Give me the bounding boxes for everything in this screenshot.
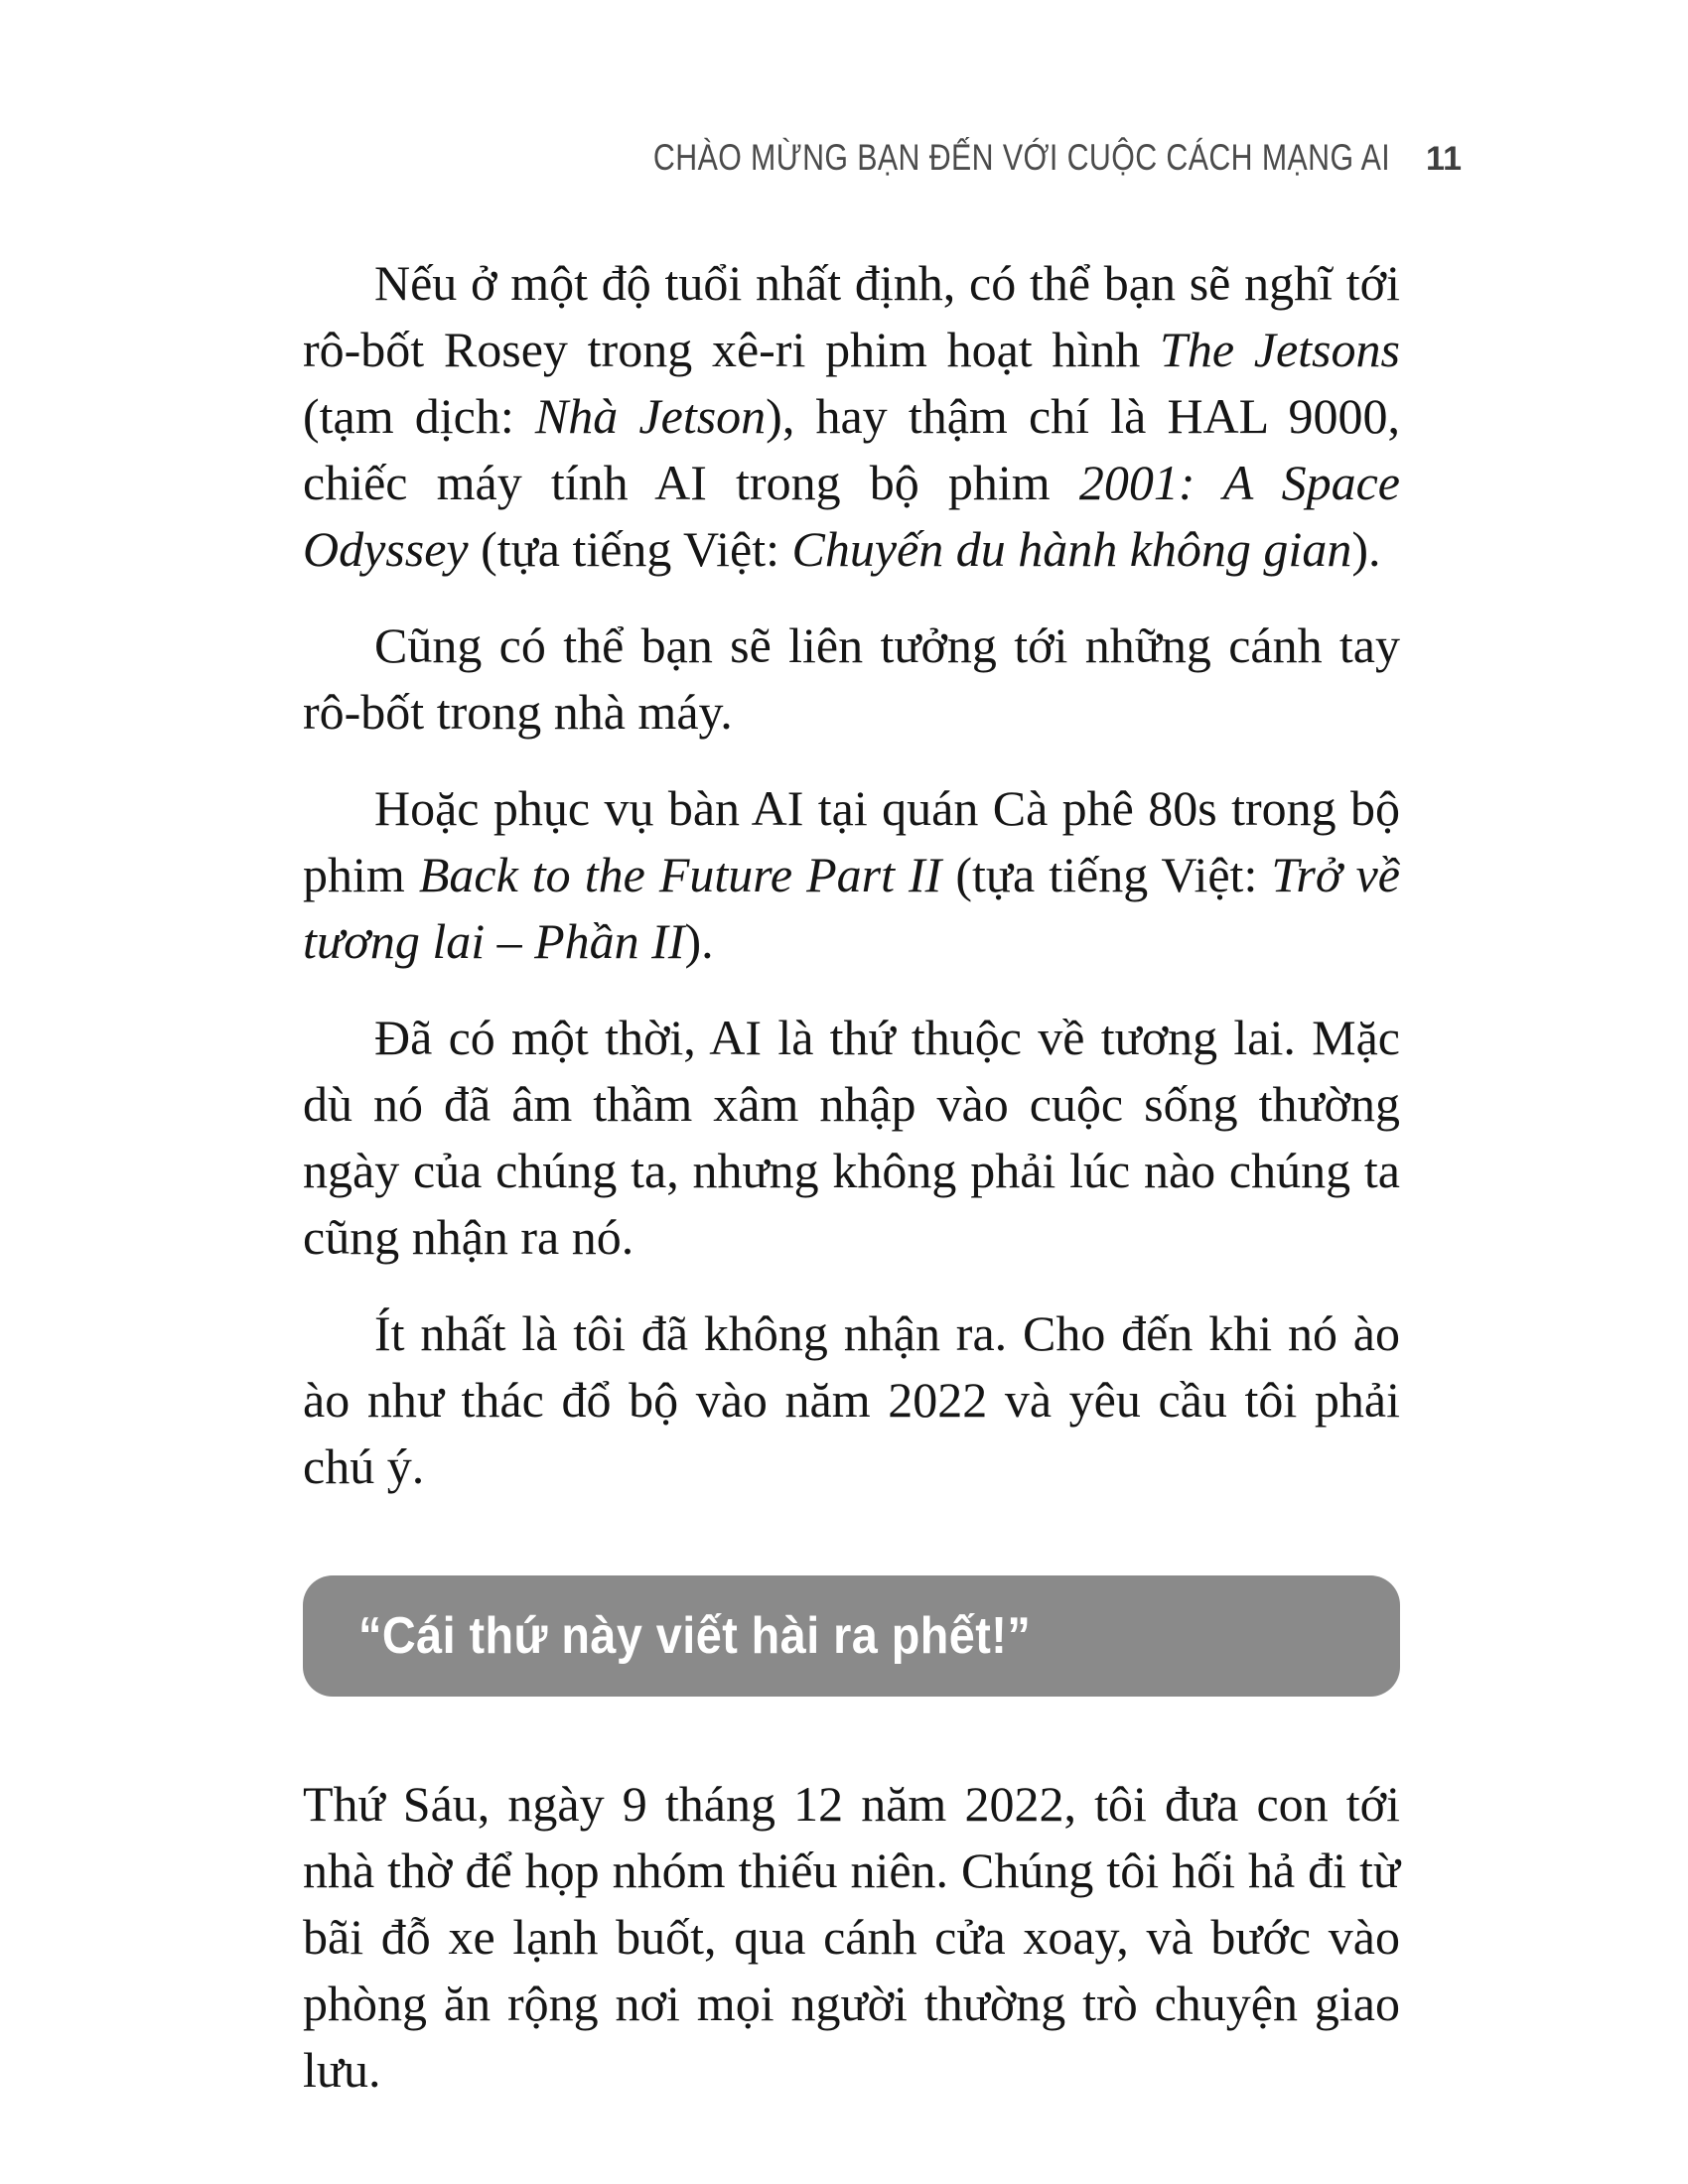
paragraphs-after-callout — [303, 1771, 1400, 2104]
body-paragraph: Cũng có thể bạn sẽ liên tưởng tới những cánh tay rô-bốt trong nhà máy. — [303, 617, 1400, 740]
callout-text: “Cái thứ này viết hài ra phết!” — [358, 1606, 1032, 1665]
page-number: 11 — [1426, 140, 1462, 178]
body-paragraph: Nếu ở một độ tuổi nhất định, có thể bạn sẽ nghĩ tới rô-bốt Rosey trong xê-ri phim hoạt hình The Jetsons (tạm dịch: Nhà Jetson), hay thậm chí là HAL 9000, chiếc máy tính AI trong bộ phim 2001: A Space Odyssey (tựa tiếng Việt: Chuyến du hành không gian). — [303, 255, 1400, 577]
body-paragraph: Đã có một thời, AI là thứ thuộc về tương lai. Mặc dù nó đã âm thầm xâm nhập vào cuộc sống thường ngày của chúng ta, nhưng không phải lúc nào chúng ta cũng nhận ra nó. — [303, 1010, 1400, 1265]
chapter-title: CHÀO MỪNG BẠN ĐẾN VỚI CUỘC CÁCH MẠNG AI — [652, 137, 1391, 178]
body-paragraph: Hoặc phục vụ bàn AI tại quán Cà phê 80s trong bộ phim Back to the Future Part II (tựa tiếng Việt: Trở về tương lai – Phần II). — [303, 780, 1400, 969]
body-paragraph: Ít nhất là tôi đã không nhận ra. Cho đến khi nó ào ào như thác đổ bộ vào năm 2022 và yêu cầu tôi phải chú ý. — [303, 1305, 1400, 1494]
body-paragraph: Thứ Sáu, ngày 9 tháng 12 năm 2022, tôi đưa con tới nhà thờ để họp nhóm thiếu niên. Chúng tôi hối hả đi từ bãi đỗ xe lạnh buốt, qua cánh cửa xoay, và bước vào phòng ăn rộng nơi mọi người thường trò chuyện giao lưu. — [303, 1776, 1400, 2098]
callout-box — [303, 1575, 1400, 1697]
running-head — [492, 137, 1462, 179]
content — [303, 250, 1400, 2133]
paragraphs-before-callout — [303, 250, 1400, 1500]
